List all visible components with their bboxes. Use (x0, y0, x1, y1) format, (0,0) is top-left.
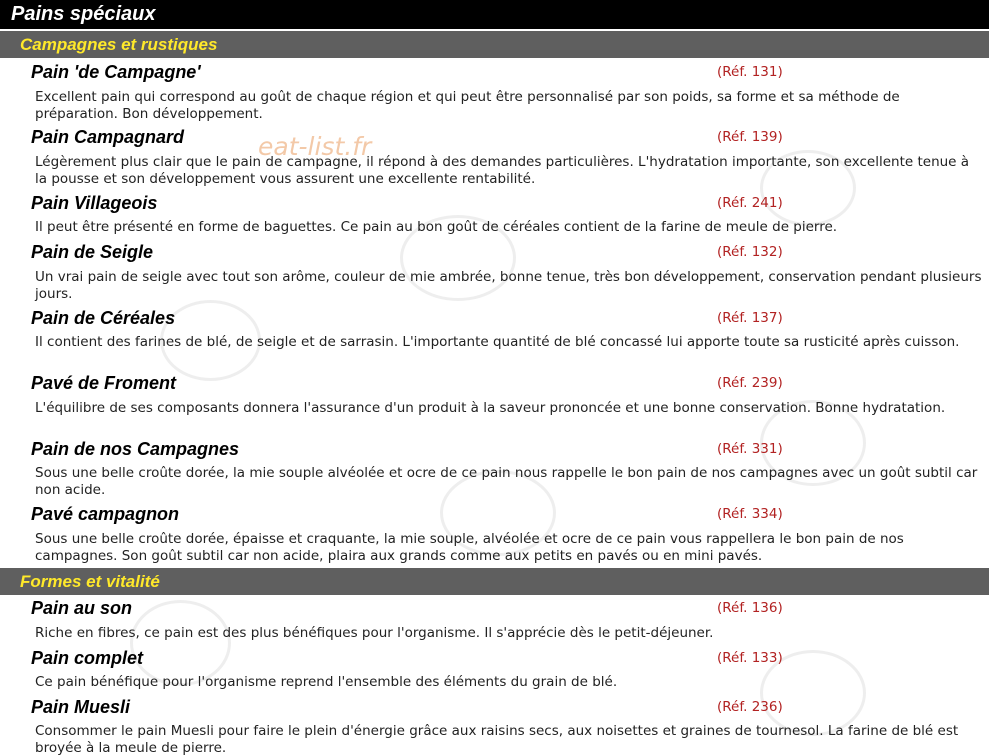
item-description: Il contient des farines de blé, de seigle et de sarrasin. L'importante quantité de blé concassé lui apporte toute sa rusticité après cuisson. (35, 334, 960, 350)
item-description: Sous une belle croûte dorée, épaisse et craquante, la mie souple, alvéolée et ocre de ce pain vous rappellera le bon pain de nos campagnes. Son goût subtil car non acide, plaira aux grands comme aux petits en pavés ou en mini pavés. (35, 531, 904, 564)
item-name: Pain Villageois (31, 193, 158, 213)
item-name: Pain au son (31, 598, 133, 618)
site-watermark: eat-list.fr (258, 132, 372, 161)
item-description: Il peut être présenté en forme de baguettes. Ce pain au bon goût de céréales contient de la farine de meule de pierre. (35, 219, 838, 235)
item-ref: (Réf. 137) (717, 310, 783, 326)
item-ref: (Réf. 236) (717, 699, 783, 715)
item-description: Excellent pain qui correspond au goût de chaque région et qui peut être personnalisé par son poids, sa forme et sa méthode de préparation. Bon développement. (35, 89, 900, 122)
section-header-campagnes: Campagnes et rustiques (0, 31, 989, 58)
item-name: Pain de Céréales (31, 308, 176, 328)
item-description: Consommer le pain Muesli pour faire le plein d'énergie grâce aux raisins secs, aux noisettes et graines de tournesol. La farine de blé est broyée à la meule de pierre. (35, 723, 959, 756)
page-title: Pains spéciaux (0, 0, 989, 29)
item-ref: (Réf. 241) (717, 195, 783, 211)
item-name: Pain Muesli (31, 697, 131, 717)
item-name: Pain de nos Campagnes (31, 439, 240, 459)
item-ref: (Réf. 139) (717, 129, 783, 145)
item-ref: (Réf. 133) (717, 650, 783, 666)
item-ref: (Réf. 131) (717, 64, 783, 80)
item-name: Pain complet (31, 648, 144, 668)
item-name: Pain 'de Campagne' (31, 62, 201, 82)
item-name: Pain de Seigle (31, 242, 154, 262)
item-ref: (Réf. 334) (717, 506, 783, 522)
item-name: Pain Campagnard (31, 127, 185, 147)
item-description: Riche en fibres, ce pain est des plus bénéfiques pour l'organisme. Il s'apprécie dès le petit-déjeuner. (35, 625, 714, 641)
section-header-formes: Formes et vitalité (0, 568, 989, 595)
item-ref: (Réf. 132) (717, 244, 783, 260)
item-description: Ce pain bénéfique pour l'organisme reprend l'ensemble des éléments du grain de blé. (35, 674, 618, 690)
item-ref: (Réf. 239) (717, 375, 783, 391)
item-ref: (Réf. 136) (717, 600, 783, 616)
item-description: Légèrement plus clair que le pain de campagne, il répond à des demandes particulières. L'hydratation importante, son excellente tenue à la pousse et son développement vous assurent une excellente rentabilité. (35, 154, 970, 187)
item-description: Sous une belle croûte dorée, la mie souple alvéolée et ocre de ce pain nous rappelle le bon pain de nos campagnes avec un goût subtil car non acide. (35, 465, 978, 498)
item-description: L'équilibre de ses composants donnera l'assurance d'un produit à la saveur prononcée et une bonne conservation. Bonne hydratation. (35, 400, 946, 416)
item-name: Pavé de Froment (31, 373, 177, 393)
item-description: Un vrai pain de seigle avec tout son arôme, couleur de mie ambrée, bonne tenue, très bon développement, conservation pendant plusieurs jours. (35, 269, 982, 302)
item-name: Pavé campagnon (31, 504, 180, 524)
item-ref: (Réf. 331) (717, 441, 783, 457)
